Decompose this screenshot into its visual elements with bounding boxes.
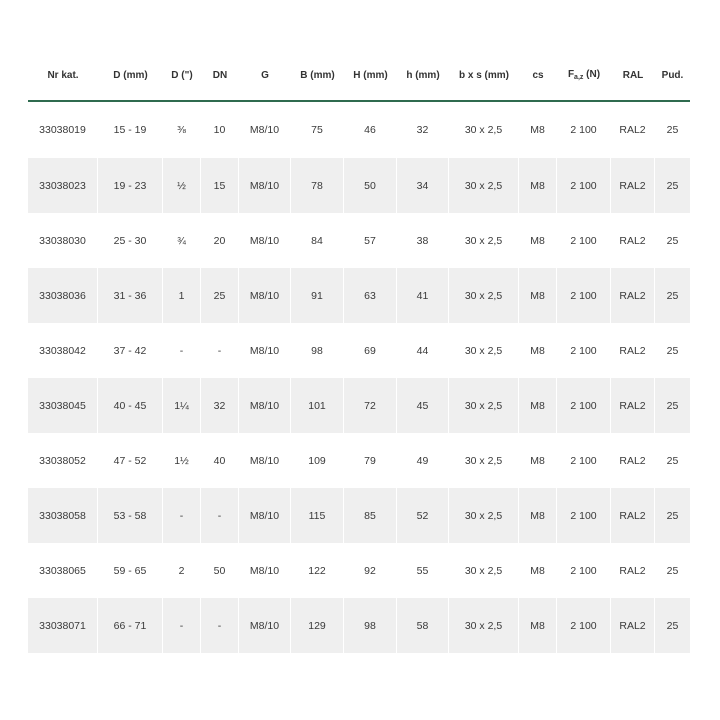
cell-d-inch: 1 — [163, 268, 201, 323]
cell-dn: 32 — [201, 378, 239, 433]
cell-h-lower-mm: 55 — [397, 543, 449, 598]
cell-h-upper-mm: 46 — [344, 102, 397, 158]
cell-cs: M8 — [519, 158, 557, 213]
cell-cs: M8 — [519, 378, 557, 433]
cell-d-mm: 66 - 71 — [98, 598, 163, 653]
header-faz-sub: a,z — [574, 74, 584, 81]
cell-b-mm: 84 — [291, 213, 344, 268]
cell-faz: 2 100 — [557, 323, 611, 378]
cell-faz: 2 100 — [557, 378, 611, 433]
cell-faz: 2 100 — [557, 268, 611, 323]
cell-h-upper-mm: 63 — [344, 268, 397, 323]
cell-b-mm: 115 — [291, 488, 344, 543]
cell-cs: M8 — [519, 488, 557, 543]
header-g: G — [239, 50, 291, 102]
cell-b-x-s: 30 x 2,5 — [449, 378, 519, 433]
cell-d-inch: 2 — [163, 543, 201, 598]
cell-b-mm: 78 — [291, 158, 344, 213]
cell-faz: 2 100 — [557, 158, 611, 213]
cell-faz: 2 100 — [557, 213, 611, 268]
cell-h-lower-mm: 38 — [397, 213, 449, 268]
cell-d-inch: - — [163, 598, 201, 653]
cell-dn: 10 — [201, 102, 239, 158]
cell-b-mm: 91 — [291, 268, 344, 323]
cell-cs: M8 — [519, 323, 557, 378]
cell-h-lower-mm: 49 — [397, 433, 449, 488]
cell-g: M8/10 — [239, 433, 291, 488]
header-dn: DN — [201, 50, 239, 102]
header-cs: cs — [519, 50, 557, 102]
cell-d-mm: 59 - 65 — [98, 543, 163, 598]
cell-b-x-s: 30 x 2,5 — [449, 268, 519, 323]
header-faz — [557, 50, 611, 102]
cell-d-mm: 19 - 23 — [98, 158, 163, 213]
cell-faz: 2 100 — [557, 433, 611, 488]
table-body — [28, 102, 690, 653]
cell-h-upper-mm: 57 — [344, 213, 397, 268]
table-row — [28, 158, 690, 213]
cell-b-x-s: 30 x 2,5 — [449, 488, 519, 543]
cell-ral: RAL2 — [611, 102, 655, 158]
cell-nr-kat: 33038042 — [28, 323, 98, 378]
cell-pud: 25 — [666, 234, 679, 247]
cell-pud: 25 — [655, 268, 690, 323]
header-faz-main: F — [567, 69, 575, 80]
cell-faz: 2 100 — [557, 598, 611, 653]
cell-ral: RAL2 — [611, 378, 655, 433]
cell-dn: 20 — [201, 213, 239, 268]
cell-nr-kat: 33038045 — [28, 378, 98, 433]
cell-ral: RAL2 — [611, 433, 655, 488]
cell-ral: RAL2 — [611, 213, 655, 268]
cell-cs: M8 — [519, 213, 557, 268]
cell-dn: 25 — [201, 268, 239, 323]
cell-h-upper-mm: 92 — [344, 543, 397, 598]
cell-b-x-s: 30 x 2,5 — [449, 213, 519, 268]
cell-b-x-s: 30 x 2,5 — [449, 543, 519, 598]
cell-d-mm: 31 - 36 — [98, 268, 163, 323]
header-h-upper-mm: H (mm) — [344, 50, 397, 102]
cell-ral: RAL2 — [611, 488, 655, 543]
cell-d-inch: ⅜ — [163, 102, 201, 158]
cell-h-lower-mm: 34 — [397, 158, 449, 213]
cell-d-mm: 37 - 42 — [98, 323, 163, 378]
cell-ral: RAL2 — [611, 598, 655, 653]
header-b-mm: B (mm) — [291, 50, 344, 102]
cell-b-mm: 75 — [291, 102, 344, 158]
header-d-mm: D (mm) — [98, 50, 163, 102]
cell-nr-kat: 33038071 — [28, 598, 98, 653]
cell-faz: 2 100 — [557, 102, 611, 158]
cell-b-mm: 109 — [291, 433, 344, 488]
cell-d-inch: ½ — [163, 158, 201, 213]
cell-pud: 25 — [655, 598, 690, 653]
table-row — [28, 543, 690, 598]
cell-h-lower-mm: 44 — [397, 323, 449, 378]
cell-g: M8/10 — [239, 158, 291, 213]
header-h-lower-mm: h (mm) — [397, 50, 449, 102]
cell-b-x-s: 30 x 2,5 — [449, 158, 519, 213]
header-d-inch: D (") — [163, 50, 201, 102]
cell-cs: M8 — [519, 543, 557, 598]
header-faz-unit: (N) — [583, 69, 601, 80]
cell-cs: M8 — [519, 268, 557, 323]
cell-h-lower-mm: 58 — [397, 598, 449, 653]
table-row — [28, 213, 690, 268]
cell-b-x-s: 30 x 2,5 — [449, 323, 519, 378]
cell-nr-kat: 33038019 — [28, 102, 98, 158]
cell-faz: 2 100 — [557, 488, 611, 543]
cell-dn: 15 — [201, 158, 239, 213]
cell-pud: 25 — [666, 564, 679, 577]
cell-nr-kat: 33038030 — [28, 213, 98, 268]
cell-pud: 25 — [666, 454, 679, 467]
cell-g: M8/10 — [239, 323, 291, 378]
cell-ral: RAL2 — [611, 323, 655, 378]
cell-h-upper-mm: 85 — [344, 488, 397, 543]
cell-d-inch: ¾ — [163, 213, 201, 268]
cell-faz: 2 100 — [557, 543, 611, 598]
header-b-x-s: b x s (mm) — [449, 50, 519, 102]
cell-dn: - — [201, 598, 239, 653]
cell-pud: 25 — [666, 124, 679, 136]
header-nr-kat: Nr kat. — [28, 50, 98, 102]
cell-ral: RAL2 — [611, 543, 655, 598]
cell-h-upper-mm: 98 — [344, 598, 397, 653]
header-ral: RAL — [611, 50, 655, 102]
cell-h-upper-mm: 50 — [344, 158, 397, 213]
cell-g: M8/10 — [239, 488, 291, 543]
cell-pud: 25 — [655, 378, 690, 433]
cell-dn: 40 — [201, 433, 239, 488]
cell-h-lower-mm: 41 — [397, 268, 449, 323]
cell-b-mm: 98 — [291, 323, 344, 378]
table-header-row — [28, 50, 690, 102]
table-row — [28, 323, 690, 378]
table-row — [28, 433, 690, 488]
cell-b-x-s: 30 x 2,5 — [449, 102, 519, 158]
cell-h-lower-mm: 45 — [397, 378, 449, 433]
cell-h-lower-mm: 32 — [397, 102, 449, 158]
cell-ral: RAL2 — [611, 268, 655, 323]
cell-g: M8/10 — [239, 268, 291, 323]
cell-h-upper-mm: 72 — [344, 378, 397, 433]
cell-d-inch: 1½ — [163, 433, 201, 488]
cell-pud: 25 — [666, 344, 679, 357]
cell-b-mm: 129 — [291, 598, 344, 653]
cell-dn: 50 — [201, 543, 239, 598]
cell-b-x-s: 30 x 2,5 — [449, 433, 519, 488]
cell-d-mm: 40 - 45 — [98, 378, 163, 433]
cell-d-mm: 53 - 58 — [98, 488, 163, 543]
cell-h-upper-mm: 69 — [344, 323, 397, 378]
cell-d-inch: - — [163, 323, 201, 378]
cell-d-mm: 15 - 19 — [98, 102, 163, 158]
cell-dn: - — [201, 323, 239, 378]
cell-nr-kat: 33038036 — [28, 268, 98, 323]
cell-cs: M8 — [519, 598, 557, 653]
cell-h-upper-mm: 79 — [344, 433, 397, 488]
table-row — [28, 268, 690, 323]
cell-g: M8/10 — [239, 213, 291, 268]
table-row — [28, 488, 690, 543]
cell-g: M8/10 — [239, 102, 291, 158]
cell-h-lower-mm: 52 — [397, 488, 449, 543]
cell-g: M8/10 — [239, 378, 291, 433]
cell-b-mm: 101 — [291, 378, 344, 433]
cell-d-inch: 1¼ — [163, 378, 201, 433]
cell-d-inch: - — [163, 488, 201, 543]
cell-cs: M8 — [519, 102, 557, 158]
cell-pud: 25 — [655, 158, 690, 213]
cell-pud: 25 — [655, 488, 690, 543]
cell-g: M8/10 — [239, 543, 291, 598]
cell-ral: RAL2 — [611, 158, 655, 213]
cell-dn: - — [201, 488, 239, 543]
table-row — [28, 598, 690, 653]
table-row — [28, 102, 690, 158]
cell-d-mm: 25 - 30 — [98, 213, 163, 268]
cell-cs: M8 — [519, 433, 557, 488]
cell-b-mm: 122 — [291, 543, 344, 598]
table-row — [28, 378, 690, 433]
cell-nr-kat: 33038065 — [28, 543, 98, 598]
cell-nr-kat: 33038058 — [28, 488, 98, 543]
product-table — [28, 50, 690, 653]
cell-d-mm: 47 - 52 — [98, 433, 163, 488]
cell-nr-kat: 33038052 — [28, 433, 98, 488]
cell-nr-kat: 33038023 — [28, 158, 98, 213]
product-table-container — [28, 50, 690, 653]
header-pud: Pud. — [655, 50, 690, 102]
cell-g: M8/10 — [239, 598, 291, 653]
cell-b-x-s: 30 x 2,5 — [449, 598, 519, 653]
